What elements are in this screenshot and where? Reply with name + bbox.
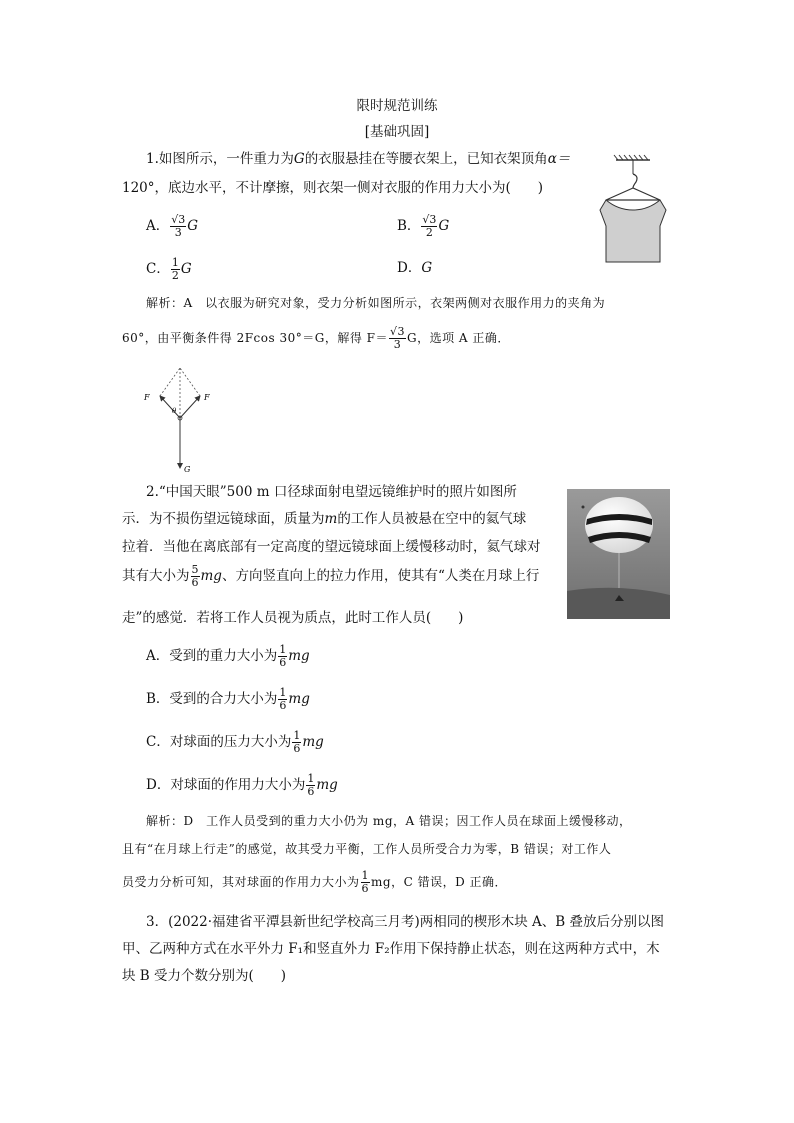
q2-line3: 拉着．当他在离底部有一定高度的望远镜球面上缓慢移动时，氦气球对 [122,539,541,555]
q1-stem-line2: 120°，底边水平，不计摩擦，则衣架一侧对衣服的作用力大小为( ) [122,180,544,196]
force-diagram [140,360,220,476]
q1-option-b[interactable]: B． $\frac{√3}{2}$ G [397,213,450,239]
q1-option-a[interactable]: A． $\frac{√3}{3}$ G [146,213,199,239]
q2-solution-line2: 且有“在月球上行走”的感觉，故其受力平衡，工作人员所受合力为零，B 错误；对工作人 [122,842,612,856]
q1-solution-line2: 60°，由平衡条件得 2Fcos 30°＝G，解得 F＝ $\frac{√3}{3}$ G，选项 A 正确． [122,325,510,351]
force-label-f-right: F [204,393,210,402]
q2-line1: 2.“中国天眼”500 m 口径球面射电望远镜维护时的照片如图所 [146,484,517,500]
force-label-f-left: F [144,393,150,402]
page-title: 限时规范训练 [356,98,438,114]
q2-line4: 其有大小为 $\frac{5}{6}$ mg、方向竖直向上的拉力作用，使其有“人类在月球上行 [122,563,540,589]
q2-line2: 示．为不损伤望远镜球面，质量为m的工作人员被悬在空中的氦气球 [122,511,527,527]
q2-solution-line3: 员受力分析可知，其对球面的作用力大小为 $\frac{1}{6}$ mg，C 错误，D 正确． [122,869,508,895]
q2-solution-line1: 解析：D 工作人员受到的重力大小仍为 mg，A 错误；因工作人员在球面上缓慢移动， [146,814,632,828]
q2-option-b[interactable]: B．受到的合力大小为 $\frac{1}{6}$ mg [146,686,310,712]
q1-option-d[interactable]: D．G [397,260,433,276]
q2-option-a[interactable]: A．受到的重力大小为 $\frac{1}{6}$ mg [146,643,310,669]
q3-line1: 3．(2022·福建省平潭县新世纪学校高三月考)两相同的楔形木块 A、B 叠放后分别以图 [146,914,665,930]
q1-solution-line1: 解析：A 以衣服为研究对象，受力分析如图所示，衣架两侧对衣服作用力的夹角为 [146,296,606,310]
hanger-figure [598,154,668,266]
q1-stem-line1: 1.如图所示，一件重力为G的衣服悬挂在等腰衣架上，已知衣架顶角α＝ [146,151,571,167]
q2-line5: 走”的感觉．若将工作人员视为质点，此时工作人员( ) [122,610,464,626]
balloon-photo [567,489,670,619]
q3-line2: 甲、乙两种方式在水平外力 F₁和竖直外力 F₂作用下保持静止状态，则在这两种方式中，木 [122,941,660,957]
q1-option-c[interactable]: C． $\frac{1}{2}$ G [146,256,192,282]
force-label-g: G [184,465,191,474]
q2-option-c[interactable]: C．对球面的压力大小为 $\frac{1}{6}$ mg [146,729,324,755]
q2-option-d[interactable]: D．对球面的作用力大小为 $\frac{1}{6}$ mg [146,772,338,798]
angle-label-theta: θ [172,407,177,415]
section-heading: [基础巩固] [364,124,430,140]
q3-line3: 块 B 受力个数分别为( ) [122,968,287,984]
